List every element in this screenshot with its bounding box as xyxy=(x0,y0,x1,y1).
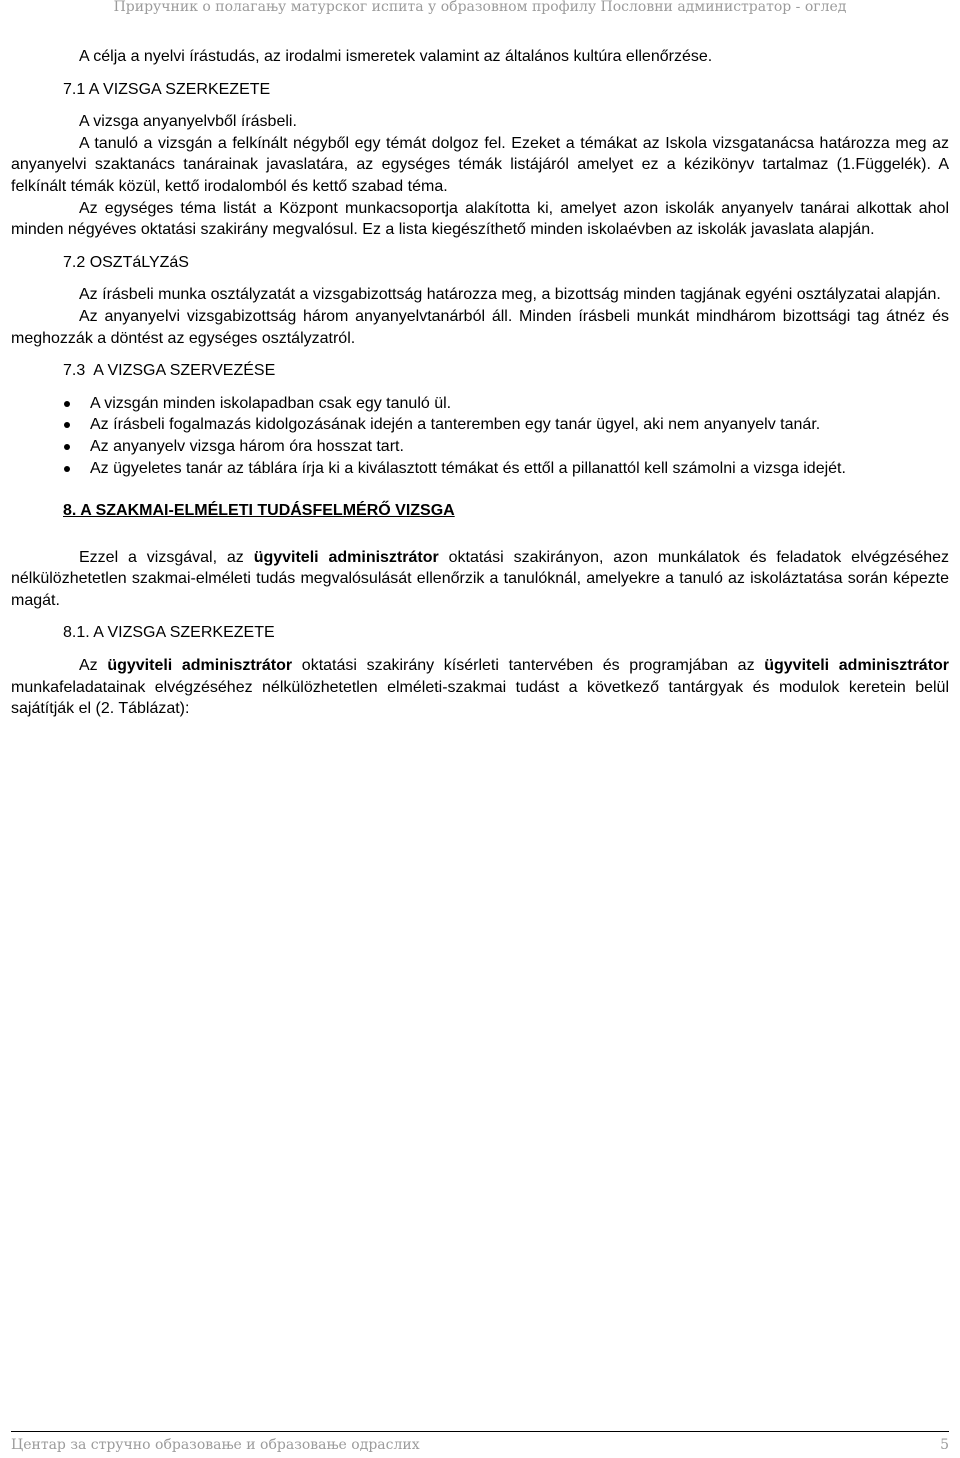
s72-paragraph-2: Az anyanyelvi vizsgabizottság három anyanyelvtanárból áll. Minden írásbeli munkát mindhárom bizottsági tag átnéz és meghozzák a döntést az egységes osztályzatról. xyxy=(11,307,949,347)
s71-paragraph-3: Az egységes téma listát a Központ munkacsoportja alakította ki, amelyet azon iskolák anyanyelv tanárai alkottak ahol minden négyéves oktatási szakirány megvalósul. Ez a lista kiegészíthető minden iskolaévben az iskolák javaslata alapján. xyxy=(11,199,949,239)
list-item: Az írásbeli fogalmazás kidolgozásának idején a tanteremben egy tanár ügyel, aki nem anyanyelv tanár. xyxy=(11,414,949,436)
section-7-1-heading: 7.1 A VIZSGA SZERKEZETE xyxy=(63,80,271,98)
intro-text: A célja a nyelvi írástudás, az irodalmi ismeretek valamint az általános kultúra ellenőrzése. xyxy=(79,48,713,65)
section-8-heading: 8. A SZAKMAI-ELMÉLETI TUDÁSFELMÉRŐ VIZSGA xyxy=(63,502,455,520)
s71-paragraph-2: A tanuló a vizsgán a felkínált négyből egy témát dolgoz fel. Ezeket a témákat az Iskola vizsgatanácsa határozza meg az anyanyelvi szaktanács tanárainak javaslatára, az egységes témák listájáról amelyet ez a kézikönyv tartalmaz (1.Függelék). A felkínált témák közül, kettő irodalomból és kettő szabad téma. xyxy=(11,134,949,195)
footer-institution: Центар за стручно образовање и образовање одраслих xyxy=(11,1437,420,1453)
list-item: Az ügyeletes tanár az táblára írja ki a kiválasztott témákat és ettől a pillanattól kell számolni a vizsga idejét. xyxy=(11,458,949,480)
running-header: Приручник о полагању матурског испита у образовном профилу Пословни администратор - оглед xyxy=(113,0,847,15)
s81-paragraph: Az ügyviteli adminisztrátor oktatási szakirány kísérleti tantervében és programjában az ügyviteli adminisztrátor munkafeladatainak elvégzéséhez nélkülözhetetlen elméleti-szakmai tudást a következő tantárgyak és modulok keretein belül sajátítják el (2. Táblázat): xyxy=(11,657,950,718)
bullet-icon xyxy=(64,422,70,428)
section-8-1-heading: 8.1. A VIZSGA SZERKEZETE xyxy=(63,624,275,642)
section-7-2-heading: 7.2 OSZTáLYZáS xyxy=(63,253,189,271)
bullet-icon xyxy=(64,466,70,472)
organization-list xyxy=(11,393,949,479)
list-item: Az anyanyelv vizsga három óra hosszat tart. xyxy=(11,436,949,458)
list-item: A vizsgán minden iskolapadban csak egy tanuló ül. xyxy=(11,393,949,415)
bullet-icon xyxy=(64,444,70,450)
s8-paragraph: Ezzel a vizsgával, az ügyviteli adminisztrátor oktatási szakirányon, azon munkálatok és feladatok elvégzéséhez nélkülözhetetlen szakmai-elméleti tudás megvalósulását ellenőrzik a tanulóknál, amelyekre a tanuló az iskoláztatása során képezte magát. xyxy=(11,548,950,609)
section-7-3-heading: 7.3 A VIZSGA SZERVEZÉSE xyxy=(63,362,276,380)
page-number: 5 xyxy=(940,1437,949,1453)
footer-divider xyxy=(11,1431,949,1432)
s72-paragraph-1: Az írásbeli munka osztályzatát a vizsgabizottság határozza meg, a bizottság minden tagjának egyéni osztályzatai alapján. xyxy=(79,286,941,304)
s71-line-1: A vizsga anyanyelvből írásbeli. xyxy=(79,113,297,131)
bullet-icon xyxy=(64,401,70,407)
page-body xyxy=(11,46,949,720)
